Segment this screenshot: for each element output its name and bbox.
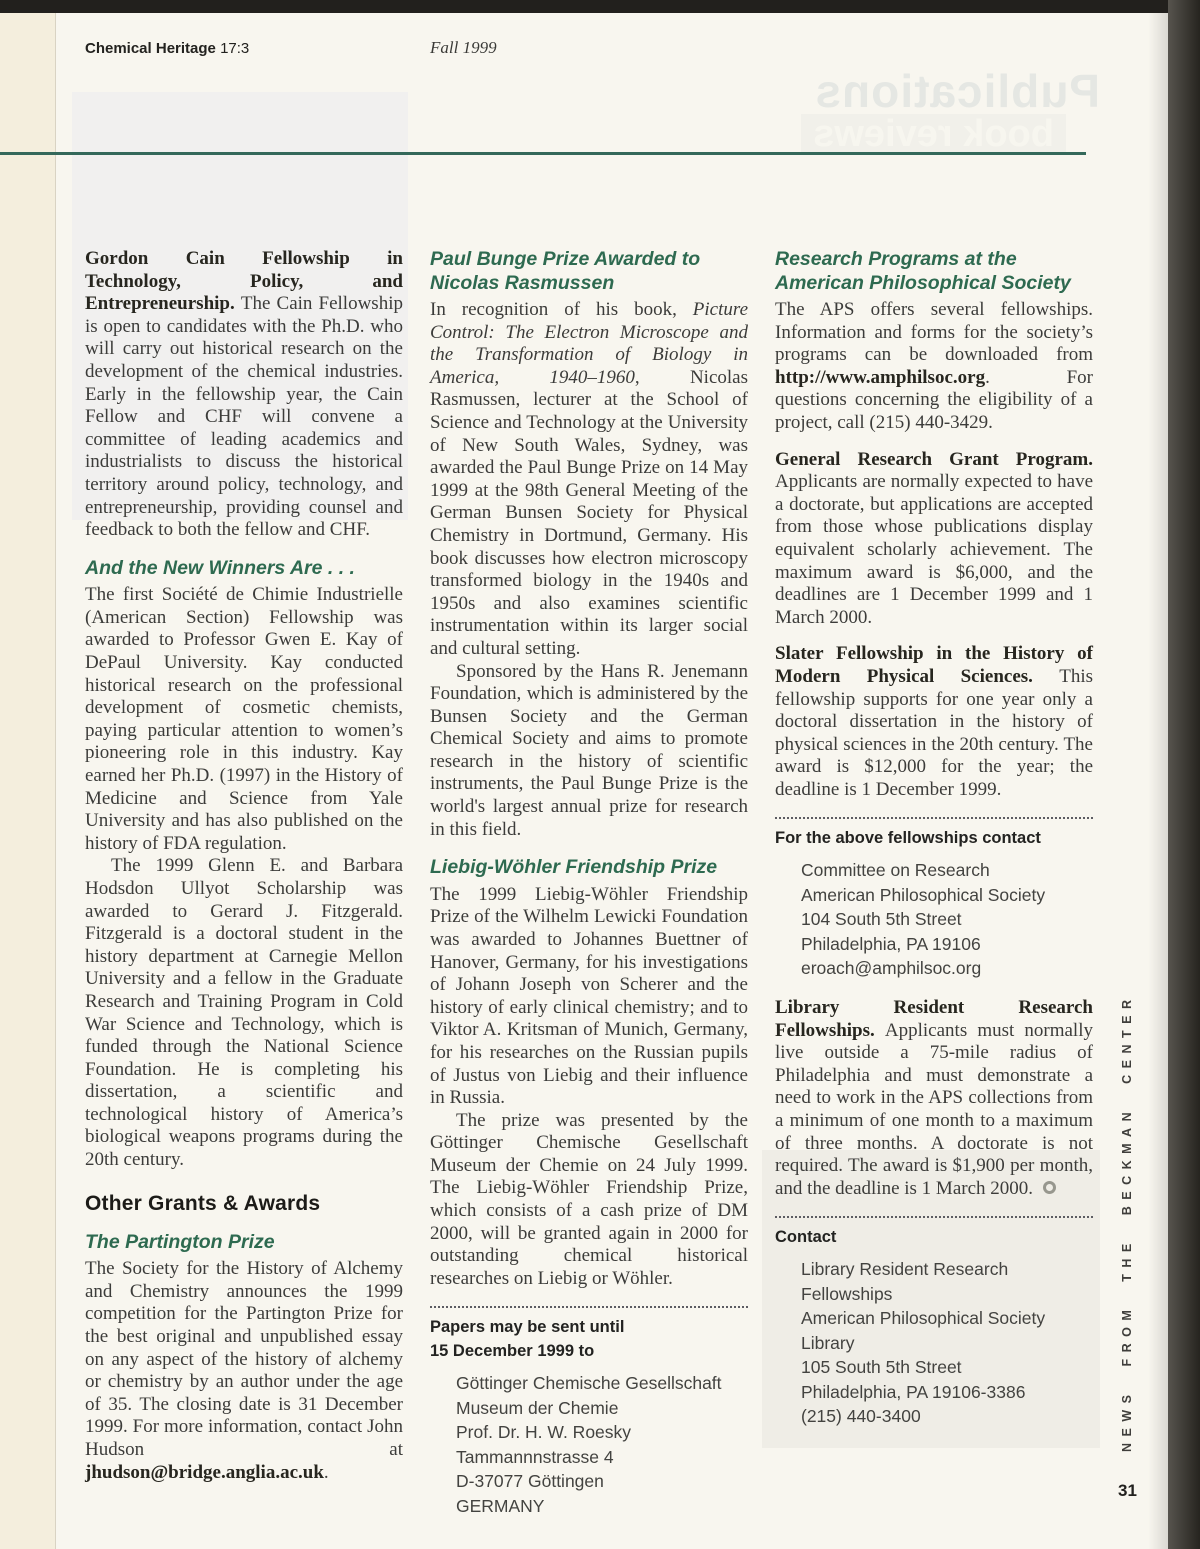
paragraph-bunge-1: In recognition of his book, Picture Control: The Electron Microscope and the Transformation of Biology in America, 1940–1960, Nicolas Rasmussen, lecturer at the School of Science and Technology at the University of New South Wales, Sydney, was awarded the Paul Bunge Prize on 14 May 1999 at the 98th General Meeting of the German Bunsen Society for Physical Chemistry in Dortmund, Germany. His book discusses how electron microscopy transformed biology in the 1940s and 1950s and also examines scientific instrumentation within its larger social and cultural setting. [430,299,748,659]
paragraph-text: Library Resident Research Fellowships. Applicants must normally live outside a 75-mile radius of Philadelphia and must demonstrate a need to work in the APS collections from a minimum of one month to a maximum of three months. A doctorate is not required. The award is $1,900 per month, and the deadline is 1 March 2000. [775,996,1093,1199]
paragraph-bunge-2: Sponsored by the Hans R. Jenemann Foundation, which is administered by the Bunsen Society and the German Chemical Society and aims to promote research in the history of scientific instruments, the Paul Bunge Prize is the world's largest annual prize for research in this field. [430,660,748,840]
heading-partington-prize: The Partington Prize [85,1230,275,1253]
dotted-divider [775,817,1093,819]
paragraph-general-grant: General Research Grant Program. Applicants are normally expected to have a doctorate, but applications are accepted from those whose publications display equivalent scholarly achievement. The maximum award is $6,000, and the deadlines are 1 December 1999 and 1 March 2000. [775,448,1093,628]
journal-issue: 17:3 [220,40,250,57]
scan-edge-right [1168,0,1200,1549]
address-line: D-37077 Göttingen [456,1471,604,1492]
showthrough-line: book reviews [801,114,1066,154]
address-block-aps [775,858,1093,981]
address-line: Prof. Dr. H. W. Roesky [456,1422,632,1443]
address-line: Committee on Research [801,860,990,881]
paragraph-slater-fellowship: Slater Fellowship in the History of Modern Physical Sciences. This fellowship supports for one year only a doctoral dissertation in the history of physical sciences in the 20th century. The award is $12,000 for the year; the deadline is 1 December 1999. [775,643,1093,800]
paragraph-library-fellowships [775,997,1093,1200]
journal-title: Chemical Heritage [85,40,216,57]
header-rule [0,152,1086,155]
address-line: Philadelphia, PA 19106 [801,933,981,954]
page-edge-shadow [1148,13,1168,1549]
address-line: American Philosophical Society Library [801,1308,1046,1353]
label-papers-deadline: Papers may be sent until [430,1318,625,1337]
address-line: GERMANY [456,1495,545,1516]
column-3 [775,248,1093,1429]
column-2 [430,248,748,1518]
address-block-aps-library [775,1257,1093,1429]
scan-edge-top [0,0,1200,13]
address-line: American Philosophical Society [801,884,1046,905]
address-line: Library Resident Research Fellowships [801,1259,1009,1304]
address-line: Museum der Chemie [456,1397,619,1418]
section-sidebar-title: NEWS FROM THE BECKMAN CENTER [1120,993,1134,1452]
journal-masthead [85,40,249,57]
label-fellowships-contact: For the above fellowships contact [775,829,1041,848]
heading-bunge-prize: Paul Bunge Prize Awarded to Nicolas Rasmussen [430,248,701,294]
paragraph-winners-2: The 1999 Glenn E. and Barbara Hodsdon Ullyot Scholarship was awarded to Gerard J. Fitzgerald. Fitzgerald is a doctoral student in the history department at Carnegie Mellon University and a fellow in the Graduate Research and Training Program in Cold War Science and Technology, which is funded through the National Science Foundation. He is completing his dissertation, a scientific and technological history of America’s biological weapons programs during the 20th century. [85,855,403,1171]
paragraph-winners-1: The first Société de Chimie Industrielle (American Section) Fellowship was awarded to Professor Gwen E. Kay of DePaul University. Kay conducted historical research on the professional development of cosmetic chemists, paying particular attention to women’s pioneering role in this industry. Kay earned her Ph.D. (1997) in the History of Medicine and Science from Yale University and has also published on the history of FDA regulation. [85,584,403,854]
heading-liebig-wohler: Liebig-Wöhler Friendship Prize [430,856,718,879]
label-contact: Contact [775,1228,837,1247]
paragraph-aps: The APS offers several fellowships. Information and forms for the society’s programs can be downloaded from http://www.amphilsoc.org. For questions concerning the eligibility of a project, call (215) 440-3429. [775,299,1093,433]
address-line: eroach@amphilsoc.org [801,958,982,979]
address-line: Philadelphia, PA 19106-3386 [801,1381,1026,1402]
address-block-gottingen [430,1371,748,1518]
paragraph-liebig-1: The 1999 Liebig-Wöhler Friendship Prize of the Wilhelm Lewicki Foundation was awarded to Johannes Buettner of Hanover, Germany, for his investigations of Johann Joseph von Scherer and the history of early clinical chemistry; and to Viktor A. Kritsman of Munich, Germany, for his researches on the Russian pupils of Justus von Liebig and their influence in Russia. [430,883,748,1109]
end-of-article-ornament [1043,1181,1056,1194]
issue-date: Fall 1999 [430,38,497,57]
heading-new-winners: And the New Winners Are . . . [85,556,355,579]
paragraph-partington: The Society for the History of Alchemy and Chemistry announces the 1999 competition for the Partington Prize for the best original and unpublished essay on any aspect of the history of alchemy or chemistry by an author under the age of 35. The closing date is 31 December 1999. For more information, contact John Hudson at jhudson@bridge.anglia.ac.uk. [85,1258,403,1483]
paragraph-liebig-2: The prize was presented by the Göttinger Chemische Gesellschaft Museum der Chemie on 24 July 1999. The Liebig-Wöhler Friendship Prize, which consists of a cash prize of DM 2000, will be granted again in 2000 for outstanding chemical historical researches on Liebig or Wöhler. [430,1109,748,1289]
address-line: (215) 440-3400 [801,1406,921,1427]
heading-aps-programs: Research Programs at the American Philosophical Society [775,248,1071,294]
paragraph-cain-fellowship: Gordon Cain Fellowship in Technology, Policy, and Entrepreneurship. The Cain Fellowship is open to candidates with the Ph.D. who will carry out historical research on the development of the chemical industries. Early in the fellowship year, the Cain Fellow and CHF will convene a committee of leading academics and industrialists to discuss the historical territory around policy, technology, and entrepreneurship, providing counsel and feedback to both the fellow and CHF. [85,248,403,541]
heading-other-grants: Other Grants & Awards [85,1191,321,1215]
page-number: 31 [1118,1481,1137,1500]
dotted-divider [430,1306,748,1308]
showthrough-line: Publications [814,65,1100,117]
address-line: Göttinger Chemische Gesellschaft [456,1373,722,1394]
facing-page-edge [0,13,56,1549]
label-papers-date: 15 December 1999 to [430,1342,595,1361]
column-1 [85,248,403,1484]
dotted-divider [775,1216,1093,1218]
address-line: Tammannnstrasse 4 [456,1446,614,1467]
showthrough-text [640,65,1100,155]
address-line: 105 South 5th Street [801,1357,962,1378]
address-line: 104 South 5th Street [801,909,962,930]
